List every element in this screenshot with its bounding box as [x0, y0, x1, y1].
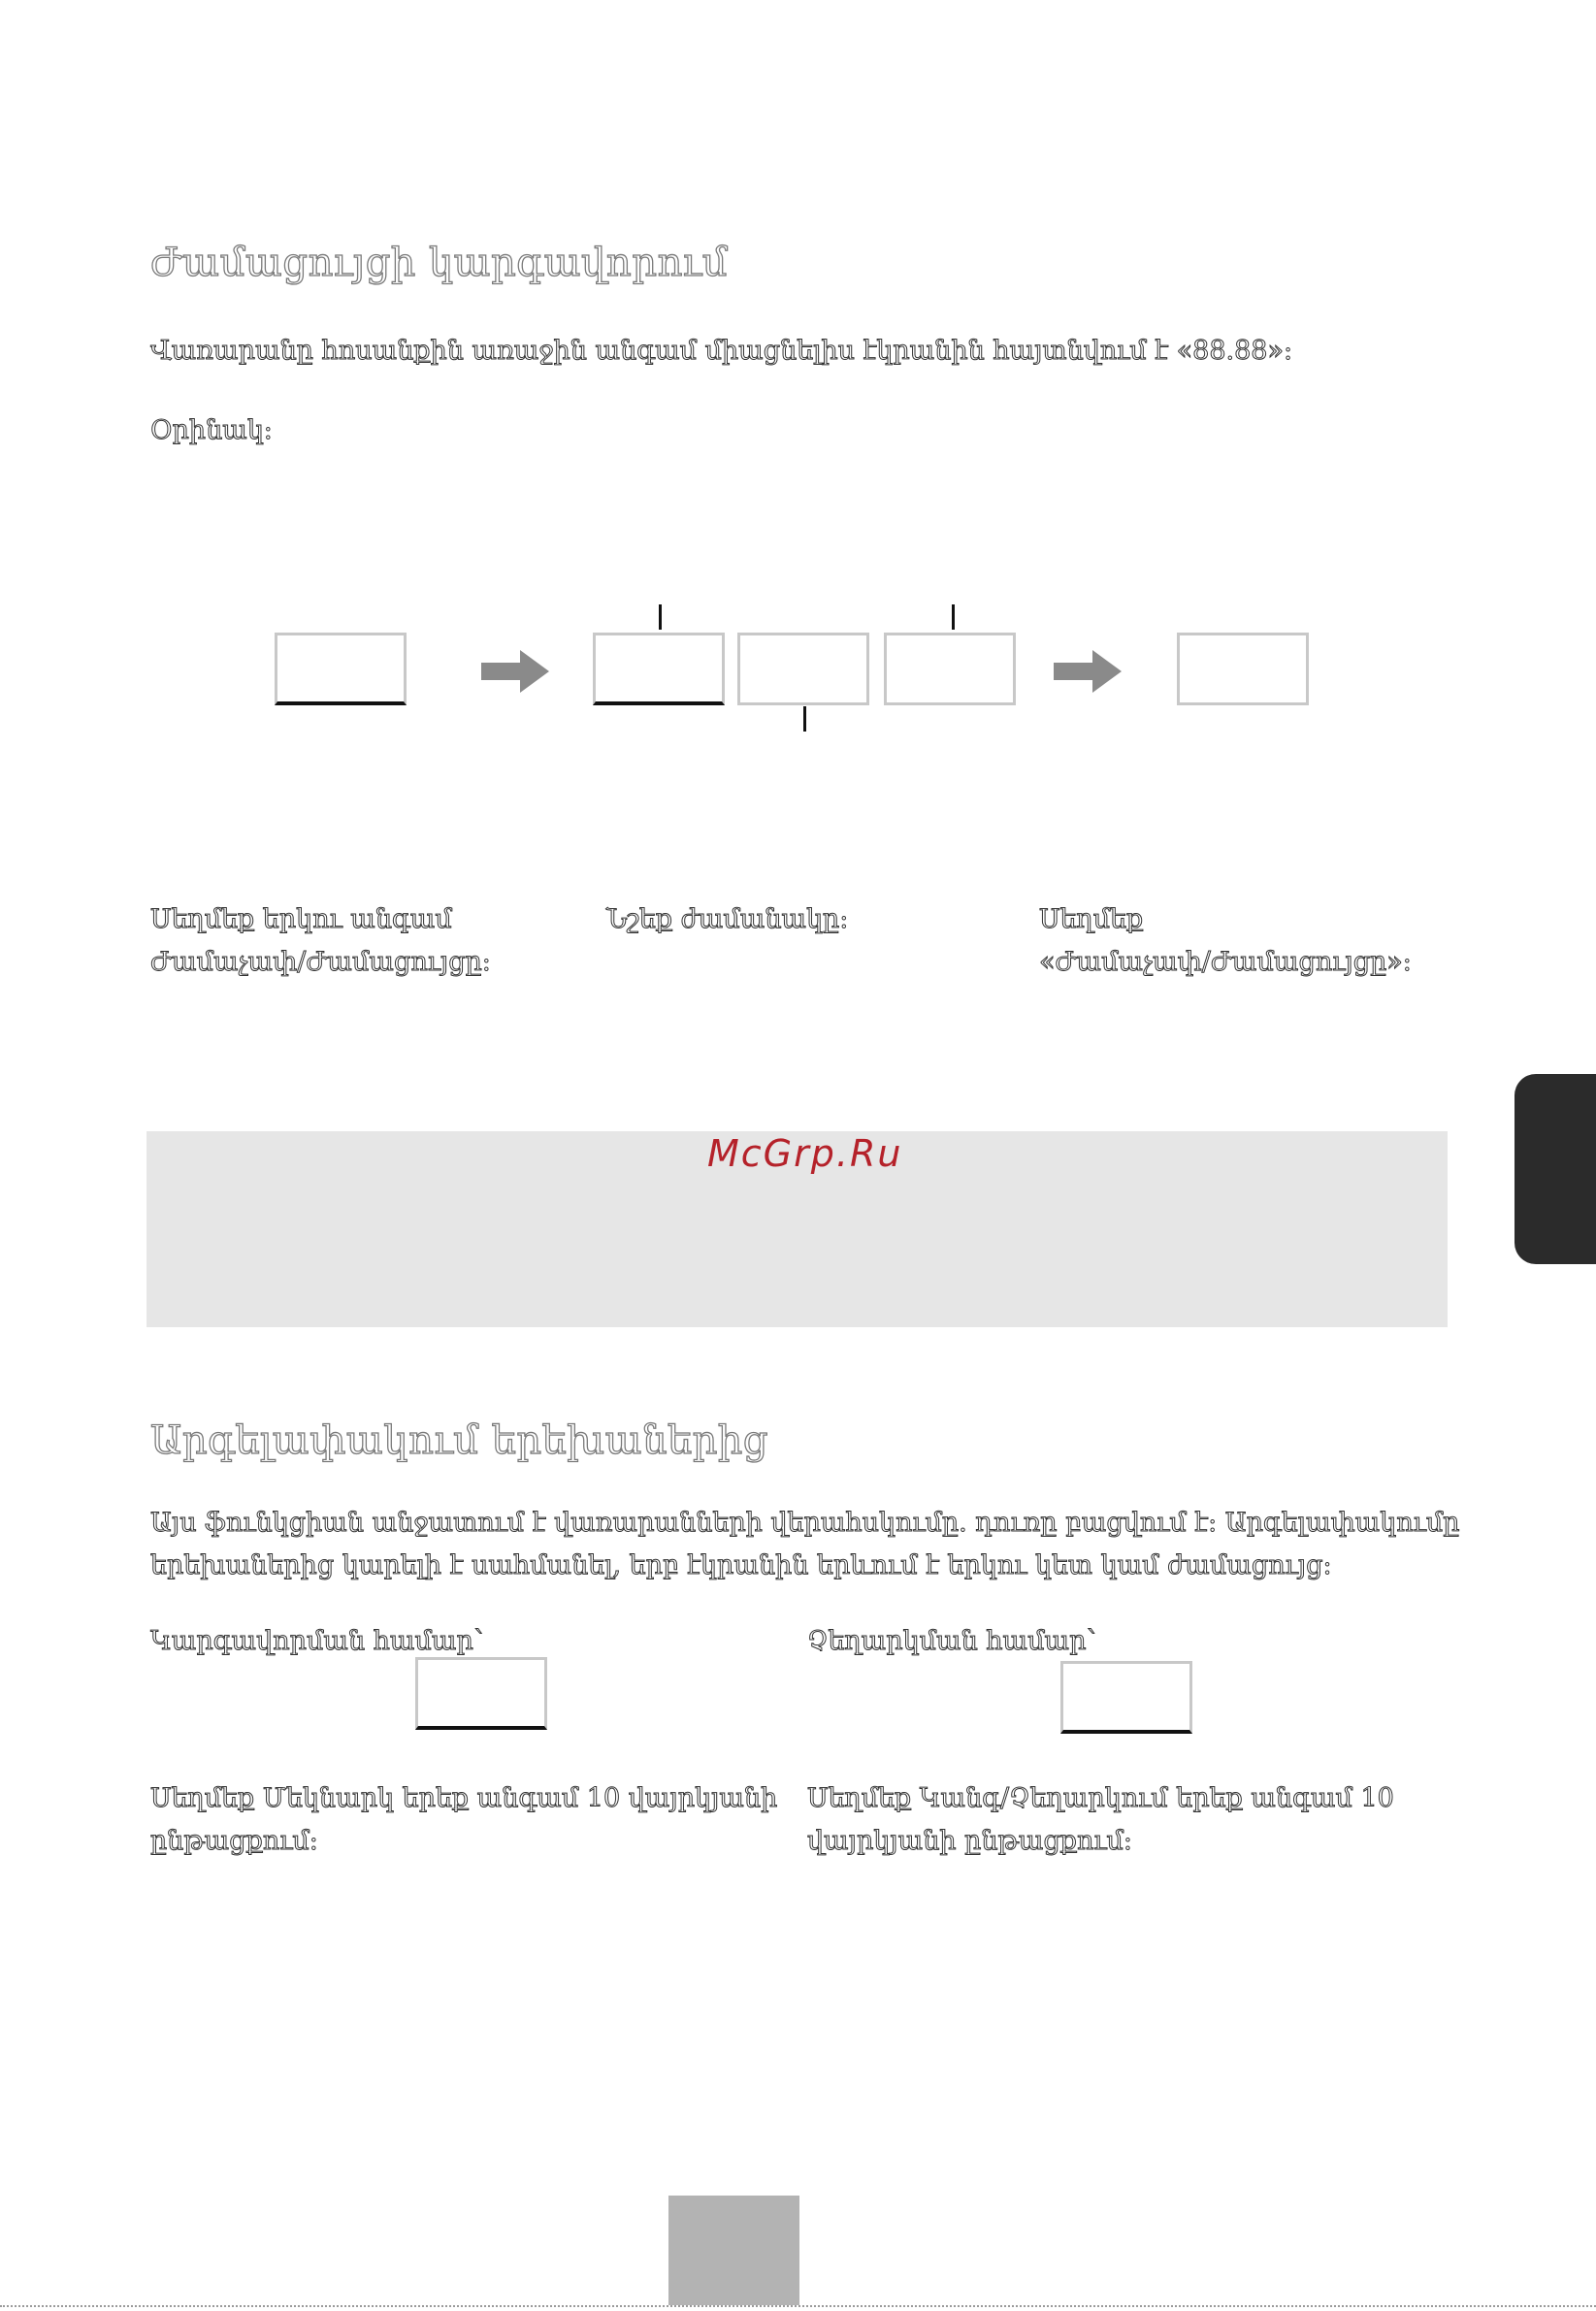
display-final — [1177, 633, 1309, 705]
step-caption-3: Սեղմեք «Ժամաչափ/Ժամացույցը»: — [1039, 904, 1412, 977]
display-minutes — [884, 633, 1016, 705]
display-lock-cancel — [1060, 1661, 1192, 1734]
page-number-tab — [668, 2196, 799, 2305]
cancel-lock-label: Չեղարկման համար՝ — [807, 1626, 1096, 1656]
child-lock-paragraph: Այս ֆունկցիան անջատում է վառարանների վերահսկումը. դուռը բացվում է: Արգելափակումը երեխաներից կարելի է սահմանել, երբ էկրանին երևում է երկու կետ կամ ժամացույց: — [150, 1508, 1460, 1580]
example-label: Օրինակ: — [150, 415, 273, 445]
hours-tick — [659, 604, 662, 630]
section-title-child-lock: Արգելափակում երեխաներից — [150, 1418, 769, 1463]
display-lock-set — [415, 1657, 547, 1730]
section-title-clock-setting: Ժամացույցի կարգավորում — [150, 241, 729, 285]
set-lock-caption: Սեղմեք Մեկնարկ երեք անգամ 10 վայրկյանի ընթացքում: — [150, 1783, 778, 1856]
perforation-line — [0, 2305, 1596, 2307]
set-lock-label: Կարգավորման համար՝ — [150, 1626, 483, 1656]
side-tab — [1515, 1074, 1596, 1264]
minutes-tick — [952, 604, 955, 630]
display-initial — [275, 633, 407, 705]
separator-tick — [803, 706, 806, 732]
step-caption-1: Սեղմեք երկու անգամ Ժամաչափ/Ժամացույցը: — [150, 904, 491, 977]
arrow-right-icon — [481, 650, 549, 693]
intro-text: Վառարանը հոսանքին առաջին անգամ միացնելիս էկրանին հայտնվում է «88.88»: — [150, 336, 1293, 366]
display-hours — [593, 633, 725, 705]
arrow-right-icon — [1054, 650, 1122, 693]
cancel-lock-caption: Սեղմեք Կանգ/Չեղարկում երեք անգամ 10 վայրկյանի ընթացքում: — [807, 1783, 1394, 1856]
step-caption-2: Նշեք ժամանակը: — [606, 904, 849, 934]
display-separator — [737, 633, 869, 705]
watermark: McGrp.Ru — [707, 1132, 903, 1175]
